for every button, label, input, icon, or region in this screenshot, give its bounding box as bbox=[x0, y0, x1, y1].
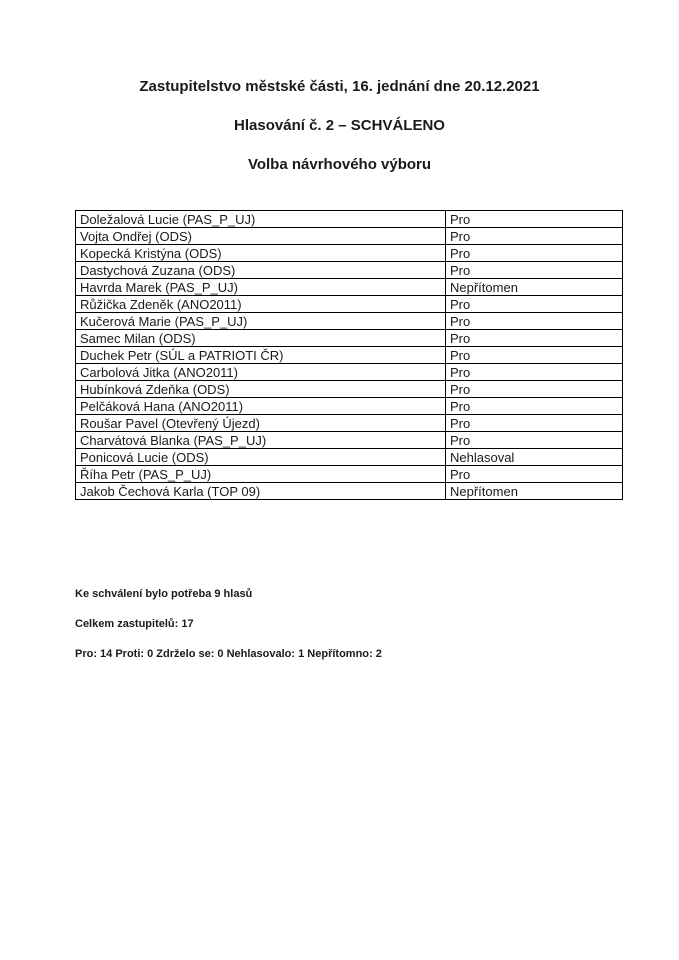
member-name-cell: Dastychová Zuzana (ODS) bbox=[76, 262, 446, 279]
member-name-cell: Hubínková Zdeňka (ODS) bbox=[76, 381, 446, 398]
table-row bbox=[76, 211, 623, 228]
voting-results-table bbox=[75, 210, 623, 500]
member-name-cell: Pelčáková Hana (ANO2011) bbox=[76, 398, 446, 415]
vote-value-cell: Pro bbox=[446, 415, 623, 432]
member-name-cell: Havrda Marek (PAS_P_UJ) bbox=[76, 279, 446, 296]
table-row bbox=[76, 432, 623, 449]
member-name-cell: Duchek Petr (SÚL a PATRIOTI ČR) bbox=[76, 347, 446, 364]
member-name-cell: Růžička Zdeněk (ANO2011) bbox=[76, 296, 446, 313]
vote-result-subtitle: Hlasování č. 2 – SCHVÁLENO bbox=[234, 117, 445, 134]
member-name-cell: Doležalová Lucie (PAS_P_UJ) bbox=[76, 211, 446, 228]
vote-value-cell: Pro bbox=[446, 211, 623, 228]
table-row bbox=[76, 279, 623, 296]
vote-value-cell: Pro bbox=[446, 381, 623, 398]
table-row bbox=[76, 245, 623, 262]
vote-value-cell: Pro bbox=[446, 228, 623, 245]
member-name-cell: Charvátová Blanka (PAS_P_UJ) bbox=[76, 432, 446, 449]
vote-value-cell: Nehlasoval bbox=[446, 449, 623, 466]
member-name-cell: Vojta Ondřej (ODS) bbox=[76, 228, 446, 245]
vote-value-cell: Pro bbox=[446, 347, 623, 364]
table-row bbox=[76, 381, 623, 398]
vote-value-cell: Pro bbox=[446, 398, 623, 415]
table-row bbox=[76, 262, 623, 279]
table-row bbox=[76, 296, 623, 313]
vote-value-cell: Nepřítomen bbox=[446, 483, 623, 500]
vote-value-cell: Pro bbox=[446, 313, 623, 330]
table-row bbox=[76, 228, 623, 245]
member-name-cell: Carbolová Jitka (ANO2011) bbox=[76, 364, 446, 381]
table-row bbox=[76, 398, 623, 415]
table-row bbox=[76, 415, 623, 432]
vote-value-cell: Pro bbox=[446, 466, 623, 483]
member-name-cell: Říha Petr (PAS_P_UJ) bbox=[76, 466, 446, 483]
total-members-line: Celkem zastupitelů: 17 bbox=[75, 618, 194, 630]
table-row bbox=[76, 449, 623, 466]
voting-results-table-body bbox=[76, 211, 623, 500]
member-name-cell: Kopecká Kristýna (ODS) bbox=[76, 245, 446, 262]
vote-value-cell: Pro bbox=[446, 364, 623, 381]
vote-value-cell: Pro bbox=[446, 245, 623, 262]
vote-value-cell: Pro bbox=[446, 296, 623, 313]
required-votes-line: Ke schválení bylo potřeba 9 hlasů bbox=[75, 588, 253, 600]
vote-value-cell: Pro bbox=[446, 330, 623, 347]
table-row bbox=[76, 483, 623, 500]
meeting-title: Zastupitelstvo městské části, 16. jednání dne 20.12.2021 bbox=[139, 78, 540, 95]
table-row bbox=[76, 364, 623, 381]
vote-tally-line: Pro: 14 Proti: 0 Zdrželo se: 0 Nehlasovalo: 1 Nepřítomno: 2 bbox=[75, 648, 382, 660]
agenda-item-heading: Volba návrhového výboru bbox=[247, 156, 432, 173]
member-name-cell: Kučerová Marie (PAS_P_UJ) bbox=[76, 313, 446, 330]
table-row bbox=[76, 347, 623, 364]
member-name-cell: Ponicová Lucie (ODS) bbox=[76, 449, 446, 466]
member-name-cell: Roušar Pavel (Otevřený Újezd) bbox=[76, 415, 446, 432]
vote-value-cell: Pro bbox=[446, 262, 623, 279]
table-row bbox=[76, 466, 623, 483]
vote-value-cell: Nepřítomen bbox=[446, 279, 623, 296]
member-name-cell: Jakob Čechová Karla (TOP 09) bbox=[76, 483, 446, 500]
table-row bbox=[76, 313, 623, 330]
table-row bbox=[76, 330, 623, 347]
vote-value-cell: Pro bbox=[446, 432, 623, 449]
member-name-cell: Samec Milan (ODS) bbox=[76, 330, 446, 347]
